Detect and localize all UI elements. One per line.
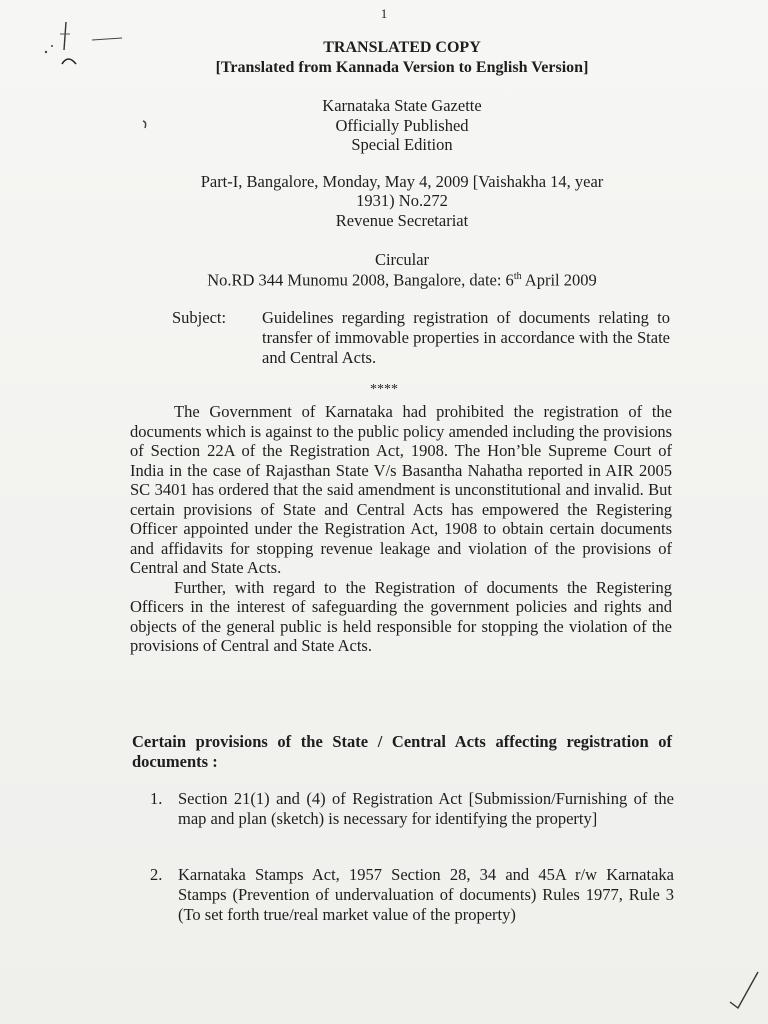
page-number: 1 xyxy=(380,6,388,21)
paragraph-1: The Government of Karnataka had prohibited the registration of the documents which is against to the public policy amended including the provisions of Section 22A of the Registration Act, 1908. The Hon’ble Supreme Court of India in the case of Rajasthan State V/s Basantha Nahatha reported in AIR 2005 SC 3401 has ordered that the said amendment is unconstitutional and invalid. But certain provisions of State and Central Acts has empowered the Registering Officer appointed under the Registration Act, 1908 to obtain certain documents and affidavits for stopping revenue leakage and violation of the provisions of Central and State Acts. xyxy=(130,402,672,577)
circular-number xyxy=(110,267,694,291)
circular-date-suffix: th xyxy=(513,271,522,282)
publication-date-line: Part-I, Bangalore, Monday, May 4, 2009 [Vaishakha 14, year xyxy=(200,172,604,191)
section-separator: **** xyxy=(370,382,398,397)
department-name: Revenue Secretariat xyxy=(335,211,469,230)
paragraph-2: Further, with regard to the Registration of documents the Registering Officers in the interest of safeguarding the government policies and rights and objects of the general public is held responsible for stopping the violation of the provisions of Central and State Acts. xyxy=(130,577,672,655)
document-subtitle: [Translated from Kannada Version to English Version] xyxy=(215,59,589,76)
document-title: TRANSLATED COPY xyxy=(323,39,481,56)
section-heading: Certain provisions of the State / Central Acts affecting registration of documents : xyxy=(132,732,672,771)
gazette-edition: Special Edition xyxy=(351,135,453,154)
list-item-text: Section 21(1) and (4) of Registration Act [Submission/Furnishing of the map and plan (sketch) is necessary for identifying the property] xyxy=(178,789,674,828)
list-item-number: 2. xyxy=(150,865,163,884)
tick-mark-icon xyxy=(728,968,764,1014)
circular-label: Circular xyxy=(374,250,430,269)
list-item-text: Karnataka Stamps Act, 1957 Section 28, 34 and 45A r/w Karnataka Stamps (Prevention of undervaluation of documents) Rules 1977, Rule 3 (To set forth true/real market value of the property) xyxy=(178,865,674,924)
body-text xyxy=(130,402,672,656)
publication-number: 1931) No.272 xyxy=(356,191,448,210)
list-item-number: 1. xyxy=(150,789,163,808)
gazette-name: Karnataka State Gazette xyxy=(322,96,482,115)
subject-label: Subject: xyxy=(172,308,227,327)
subject-text: Guidelines regarding registration of documents relating to transfer of immovable properties in accordance with the State and Central Acts. xyxy=(262,308,670,367)
circular-date-rest: April 2009 xyxy=(521,270,597,290)
circular-number-text: No.RD 344 Munomu 2008, Bangalore, date: 6 xyxy=(207,270,514,290)
gazette-publication-status: Officially Published xyxy=(335,116,469,135)
